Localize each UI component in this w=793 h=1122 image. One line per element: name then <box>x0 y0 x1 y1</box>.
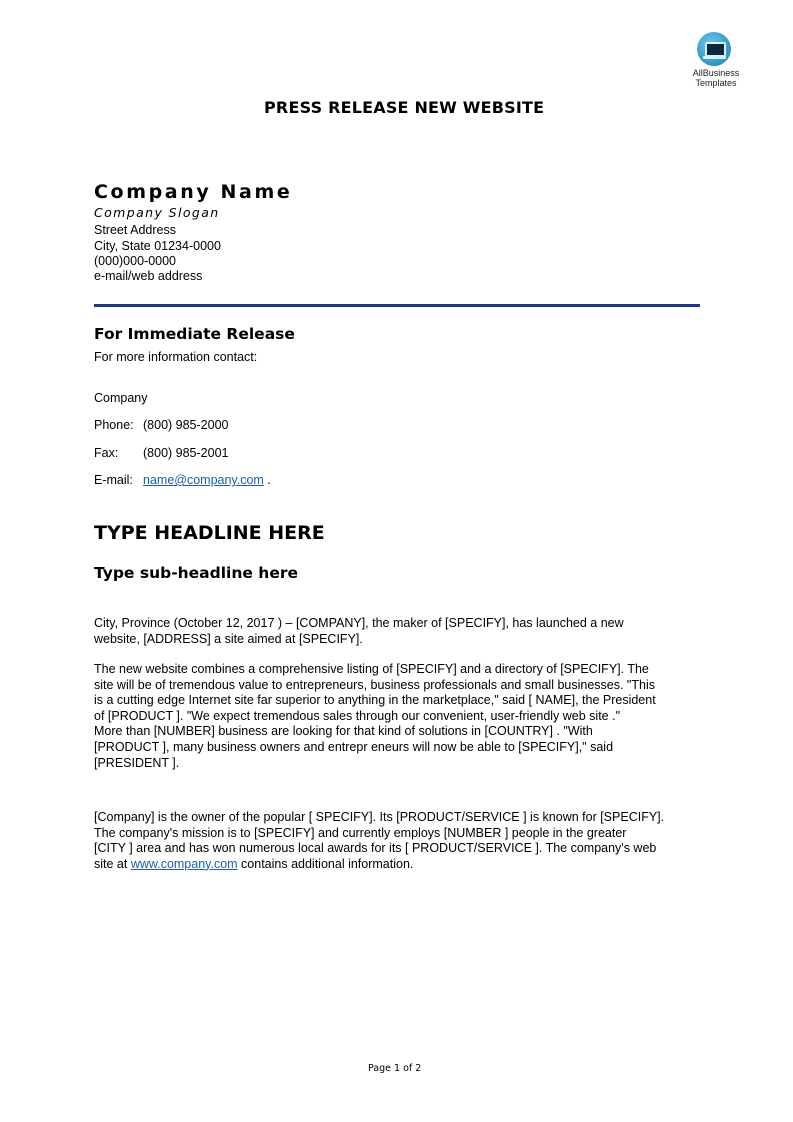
street-address: Street Address <box>94 223 176 237</box>
website-link[interactable]: www.company.com <box>130 856 238 871</box>
paragraph-line: [PRESIDENT ]. <box>94 755 180 770</box>
contact-fax <box>94 446 228 460</box>
logo-text <box>688 68 744 88</box>
contact-email <box>94 473 271 487</box>
email-link[interactable]: name@company.com <box>143 473 264 487</box>
paragraph-line: City, Province (October 12, 2017 ) – [COMPANY], the maker of [SPECIFY], has launched a new <box>94 616 624 630</box>
paragraph-about <box>94 810 714 872</box>
company-name: Company Name <box>94 181 293 203</box>
page-number: Page 1 of 2 <box>368 1063 422 1074</box>
company-slogan: Company Slogan <box>94 205 220 220</box>
site-prefix: site at <box>94 856 131 871</box>
logo-line1: AllBusiness <box>692 68 740 78</box>
allbusiness-templates-logo <box>688 30 748 90</box>
fax-label: Fax: <box>94 446 119 460</box>
paragraph-line: [PRODUCT ], many business owners and entrepr eneurs will now be able to [SPECIFY]," said <box>94 739 614 754</box>
phone-label: Phone: <box>94 418 134 432</box>
fax-value: (800) 985-2001 <box>143 446 229 460</box>
city-state: City, State 01234-0000 <box>94 239 221 253</box>
more-info-text: For more information contact: <box>94 350 258 364</box>
contact-phone <box>94 418 228 432</box>
headline: TYPE HEADLINE HERE <box>94 522 325 544</box>
email-label: E-mail: <box>94 473 133 487</box>
document-title: PRESS RELEASE NEW WEBSITE <box>264 98 545 117</box>
site-suffix: contains additional information. <box>237 856 414 871</box>
laptop-icon <box>697 32 731 66</box>
paragraph-body <box>94 662 714 771</box>
paragraph-line <box>94 857 714 873</box>
company-phone: (000)000-0000 <box>94 254 177 268</box>
paragraph-line: The new website combines a comprehensive listing of [SPECIFY] and a directory of [SPECIFY]. The <box>94 662 649 676</box>
header-divider <box>94 304 700 307</box>
contact-company: Company <box>94 391 148 405</box>
logo-line2: Templates <box>695 78 737 88</box>
paragraph-line: The company's mission is to [SPECIFY] and currently employs [NUMBER ] people in the greater <box>94 825 627 840</box>
release-heading: For Immediate Release <box>94 325 295 343</box>
email-suffix: . <box>263 473 271 487</box>
paragraph-line: of [PRODUCT ]. "We expect tremendous sales through our convenient, user-friendly web site ." <box>94 708 621 723</box>
subheadline: Type sub-headline here <box>94 564 299 582</box>
company-email-web: e-mail/web address <box>94 269 203 283</box>
paragraph-line: More than [NUMBER] business are looking for that kind of solutions in [COUNTRY] . "With <box>94 724 593 739</box>
paragraph-line: website, [ADDRESS] a site aimed at [SPECIFY]. <box>94 631 363 646</box>
paragraph-line: site will be of tremendous value to entrepreneurs, business professionals and small businesses. "This <box>94 677 655 692</box>
phone-value: (800) 985-2000 <box>143 418 229 432</box>
paragraph-line: [Company] is the owner of the popular [ SPECIFY]. Its [PRODUCT/SERVICE ] is known for [SPECIFY]. <box>94 810 665 824</box>
paragraph-line: is a cutting edge Internet site far superior to anything in the marketplace," said [ NAME], the President <box>94 693 656 708</box>
paragraph-intro <box>94 616 714 647</box>
paragraph-line: [CITY ] area and has won numerous local awards for its [ PRODUCT/SERVICE ]. The company's web <box>94 841 657 856</box>
